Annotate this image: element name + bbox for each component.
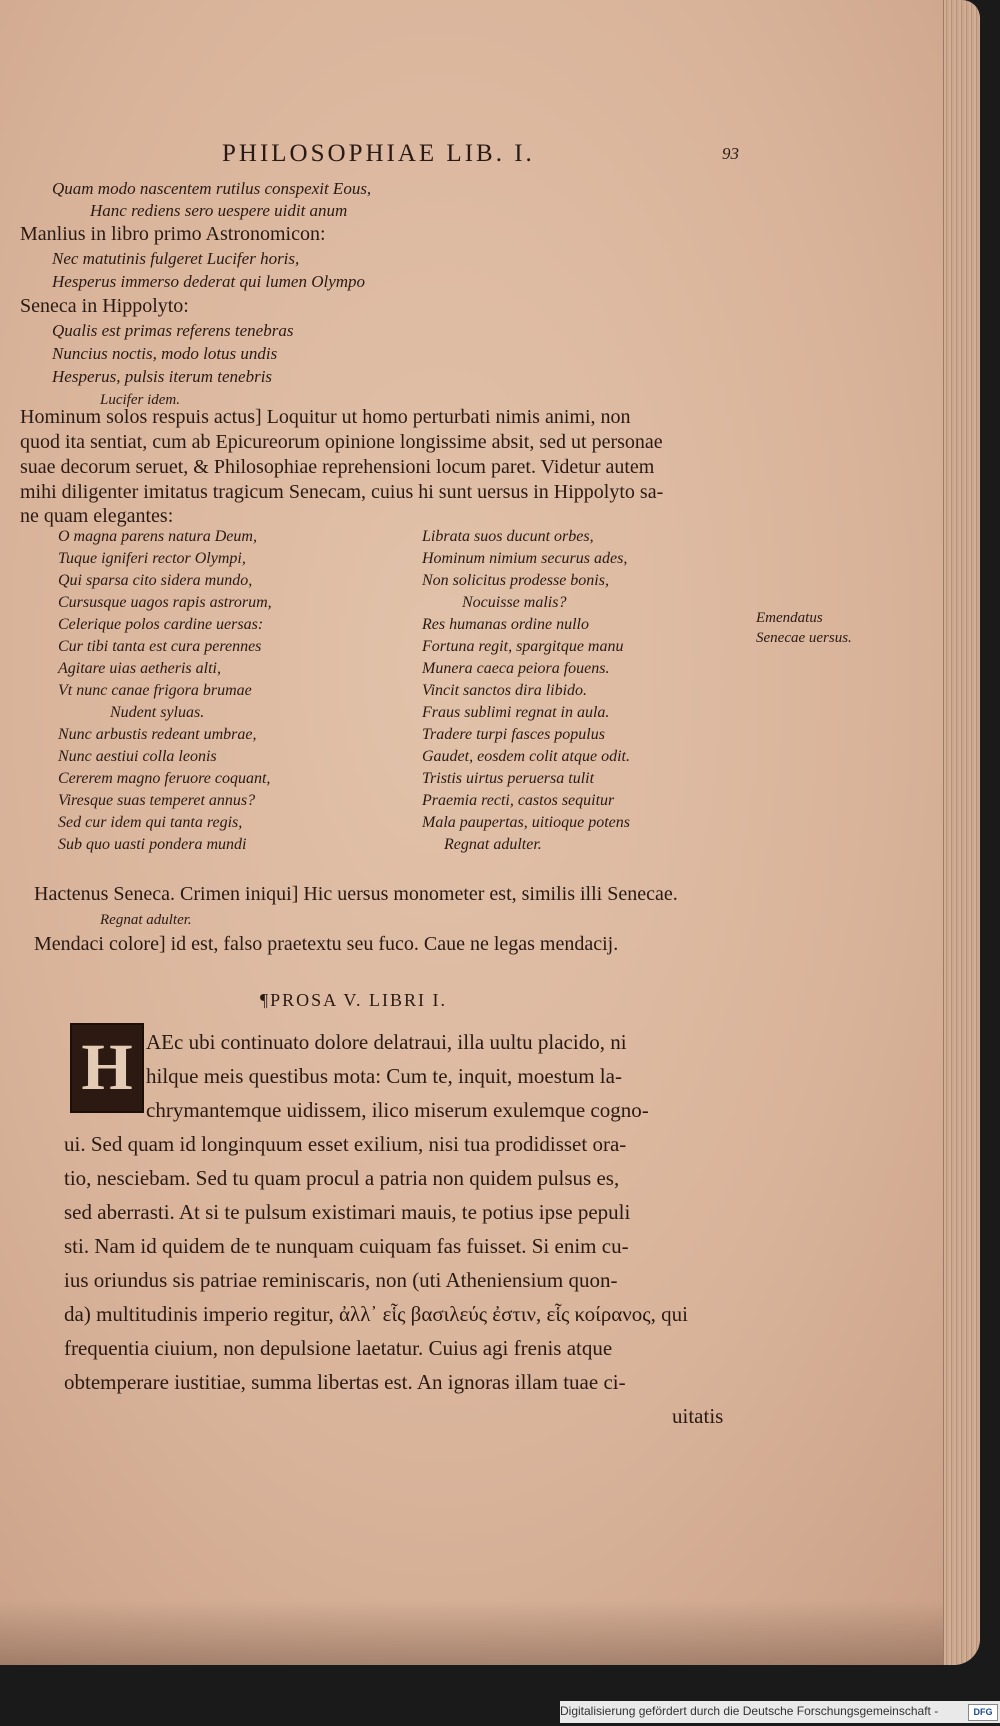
verse-line: Tradere turpi fasces populus: [422, 726, 605, 743]
verse-line: Tuque igniferi rector Olympi,: [58, 550, 246, 567]
prose-line: da) multitudinis imperio regitur, ἀλλ᾽ εἷς βασιλεύς ἐστιν, εἷς κοίρανος, qui: [64, 1302, 688, 1326]
verse-line: Regnat adulter.: [444, 836, 542, 853]
verse-line: Tristis uirtus peruersa tulit: [422, 770, 595, 787]
dfg-logo-icon: DFG: [968, 1704, 998, 1721]
verse-line: Gaudet, eosdem colit atque odit.: [422, 748, 630, 765]
margin-note: Emendatus Senecae uersus.: [756, 610, 852, 646]
prose-line: uitatis: [672, 1404, 724, 1428]
footer-text: Digitalisierung gefördert durch die Deutsche Forschungsgemeinschaft -: [560, 1704, 939, 1718]
verse-line: O magna parens natura Deum,: [58, 528, 257, 545]
verse-line: Nunc arbustis redeant umbrae,: [58, 726, 257, 743]
page-edges: [943, 0, 980, 1665]
page-bottom-shadow: [0, 1600, 980, 1665]
verse-line: Lucifer idem.: [100, 392, 180, 408]
verse-line: Fraus sublimi regnat in aula.: [422, 704, 610, 721]
verse-line: Qui sparsa cito sidera mundo,: [58, 572, 253, 589]
verse-line: Cererem magno feruore coquant,: [58, 770, 271, 787]
verse-line: Celerique polos cardine uersas:: [58, 616, 264, 633]
verse-line: Hesperus, pulsis iterum tenebris: [52, 367, 273, 386]
prose-line: sed aberrasti. At si te pulsum existimari mauis, te potius ipse pepuli: [64, 1200, 631, 1224]
commentary-line: quod ita sentiat, cum ab Epicureorum opinione longissime absit, sed ut personae: [20, 431, 663, 453]
verse-line: Librata suos ducunt orbes,: [422, 528, 594, 545]
running-head: [0, 140, 980, 180]
verse-line: Munera caeca peiora fouens.: [422, 660, 610, 677]
verse-line: Agitare uias aetheris alti,: [58, 660, 221, 677]
folio-number: 93: [722, 144, 739, 163]
commentary-line: Hominum solos respuis actus] Loquitur ut homo perturbati nimis animi, non: [20, 406, 631, 428]
verse-line: Hanc rediens sero uespere uidit anum: [90, 201, 348, 220]
commentary-line: suae decorum seruet, & Philosophiae reprehensioni locum paret. Videtur autem: [20, 456, 655, 478]
verse-line: Praemia recti, castos sequitur: [422, 792, 615, 809]
verse-line: Cursusque uagos rapis astrorum,: [58, 594, 272, 611]
prose-line: ius oriundus sis patriae reminiscaris, non (uti Atheniensium quon-: [64, 1268, 618, 1292]
verse-line: Sed cur idem qui tanta regis,: [58, 814, 243, 831]
verse-line: Non solicitus prodesse bonis,: [422, 572, 609, 589]
verse-line: Sub quo uasti pondera mundi: [58, 836, 247, 853]
verse-line: Hominum nimium securus ades,: [422, 550, 628, 567]
verse-line: Nocuisse malis?: [462, 594, 567, 611]
commentary-line: mihi diligenter imitatus tragicum Senecam, cuius hi sunt uersus in Hippolyto sa-: [20, 481, 664, 503]
decorated-initial: [70, 1023, 144, 1113]
verse-line: Nuncius noctis, modo lotus undis: [52, 344, 278, 363]
prose-line: obtemperare iustitiae, summa libertas est. An ignoras illam tuae ci-: [64, 1370, 626, 1394]
verse-line: Vincit sanctos dira libido.: [422, 682, 588, 699]
verse-line: Res humanas ordine nullo: [422, 616, 589, 633]
prose-line: frequentia ciuium, non depulsione laetatur. Cuius agi frenis atque: [64, 1336, 613, 1360]
prose-line: chrymantemque uidissem, ilico miserum exulemque cogno-: [146, 1098, 649, 1122]
verse-line: Fortuna regit, spargitque manu: [422, 638, 624, 655]
prose-line: AEc ubi continuato dolore delatraui, illa uultu placido, ni: [146, 1030, 627, 1054]
verse-line: Cur tibi tanta est cura perennes: [58, 638, 262, 655]
verse-line: Viresque suas temperet annus?: [58, 792, 256, 809]
section-heading-manilius: Manlius in libro primo Astronomicon:: [20, 223, 326, 245]
commentary-line: Hactenus Seneca. Crimen iniqui] Hic uersus monometer est, similis illi Senecae.: [34, 883, 678, 905]
verse-line: Nec matutinis fulgeret Lucifer horis,: [52, 249, 300, 268]
commentary-line: Regnat adulter.: [100, 912, 192, 928]
prose-line: ui. Sed quam id longinquum esset exilium, nisi tua prodidisset ora-: [64, 1132, 627, 1156]
verse-line: Mala paupertas, uitioque potens: [422, 814, 630, 831]
digitization-footer: [560, 1701, 1000, 1723]
prose-line: sti. Nam id quidem de te nunquam cuiquam fas fuisset. Si enim cu-: [64, 1234, 629, 1258]
verse-line: Vt nunc canae frigora brumae: [58, 682, 252, 699]
verse-line: Qualis est primas referens tenebras: [52, 321, 294, 340]
initial-letter: H: [81, 1031, 133, 1104]
verse-line: Quam modo nascentem rutilus conspexit Eous,: [52, 179, 372, 198]
commentary-line: Mendaci colore] id est, falso praetextu seu fuco. Caue ne legas mendacij.: [34, 933, 619, 955]
verse-line: Nudent syluas.: [110, 704, 205, 721]
running-title: PHILOSOPHIAE LIB. I.: [222, 140, 535, 167]
prose-line: hilque meis questibus mota: Cum te, inquit, moestum la-: [146, 1064, 622, 1088]
commentary-line: ne quam elegantes:: [20, 505, 174, 527]
verse-line: Nunc aestiui colla leonis: [58, 748, 217, 765]
section-heading-seneca: Seneca in Hippolyto:: [20, 295, 189, 317]
prosa-heading: ¶PROSA V. LIBRI I.: [260, 990, 448, 1010]
verse-line: Hesperus immerso dederat qui lumen Olympo: [52, 272, 366, 291]
prose-line: tio, nesciebam. Sed tu quam procul a patria non quidem pulsus es,: [64, 1166, 620, 1190]
